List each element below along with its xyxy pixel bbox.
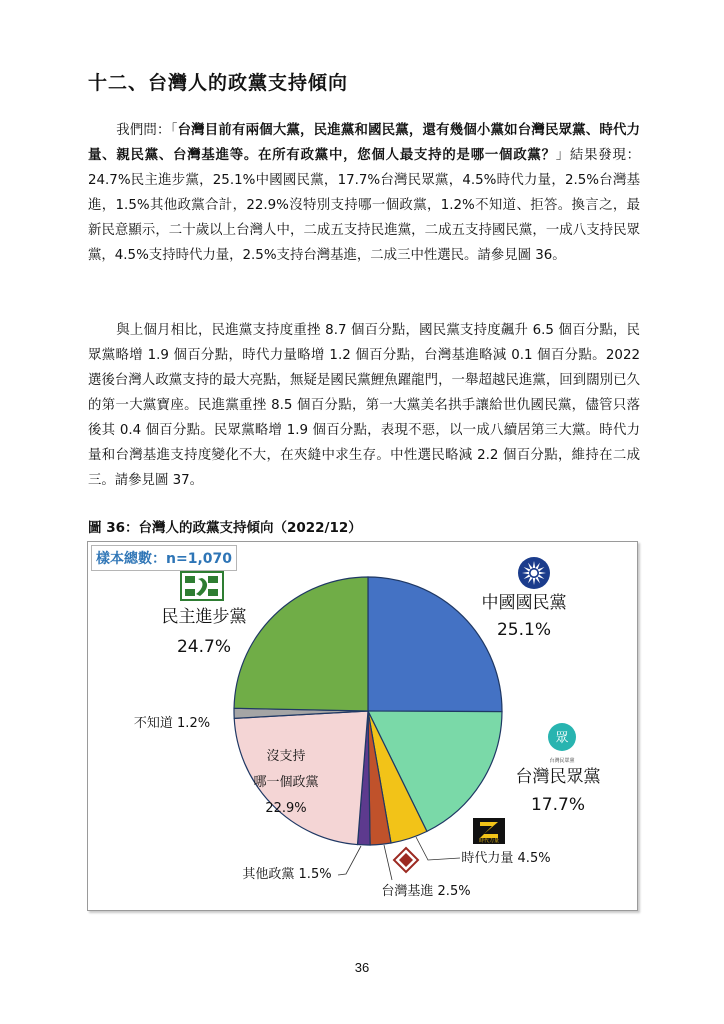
leader-tsp (384, 845, 392, 880)
sample-size-label: 樣本總數：n=1,070 (91, 545, 237, 571)
label-neutral-line1: 沒支持 (266, 749, 306, 764)
label-neutral-value: 22.9% (265, 801, 307, 816)
label-kmt-name: 中國國民黨 (481, 593, 567, 613)
label-tpp-value: 17.7% (530, 795, 586, 815)
label-dpp-name: 民主進步黨 (161, 607, 247, 627)
label-tsp: 台灣基進 2.5% (381, 884, 471, 899)
label-neutral-line2: 哪一個政黨 (253, 775, 319, 790)
label-dontknow: 不知道 1.2% (133, 716, 211, 731)
paragraph-2 (88, 318, 640, 493)
pie-slice-7 (234, 577, 368, 711)
kmt-sun-center (531, 570, 538, 577)
page-number: 36 (354, 960, 370, 975)
leader-npp (416, 837, 460, 860)
tpp-logo-caption: 台灣民眾黨 (549, 758, 575, 764)
section-heading: 十二、台灣人的政黨支持傾向 (88, 72, 349, 94)
chart-frame (87, 541, 638, 911)
tpp-logo-text: 眾 (555, 731, 569, 746)
paragraph-1 (88, 118, 640, 268)
dpp-flag-block-2 (208, 576, 218, 583)
npp-logo-text: 時代力量 (478, 838, 500, 844)
dpp-flag-block-1 (185, 576, 195, 583)
paragraph-1-pre: 我們問：「 (116, 123, 178, 138)
label-tpp-name: 台灣民眾黨 (515, 767, 601, 787)
figure-caption: 圖 36：台灣人的政黨支持傾向（2022/12） (88, 520, 362, 536)
pie-chart (88, 542, 637, 910)
leader-other (338, 846, 361, 875)
dpp-flag-block-4 (208, 589, 218, 596)
label-dpp-value: 24.7% (176, 637, 232, 657)
paragraph-1-post: 」結果發現：24.7%民主進步黨，25.1%中國國民黨，17.7%台灣民眾黨，4.5%時代力量，2.5%台灣基進，1.5%其他政黨合計，22.9%沒特別支持哪一個政黨，1.2%不知道、拒答。換言之，最新民意顯示，二十歲以上台灣人中，二成五支持民進黨，二成五支持國民黨，一成八支持民眾黨，4.5%支持時代力量，2.5%支持台灣基進，二成三中性選民。請參見圖 36。 (88, 148, 641, 263)
survey-question: 台灣目前有兩個大黨，民進黨和國民黨，還有幾個小黨如台灣民眾黨、時代力量、親民黨、台灣基進等。在所有政黨中，您個人最支持的是哪一個政黨？ (88, 123, 640, 163)
label-other: 其他政黨 1.5% (242, 867, 332, 882)
dpp-flag-block-3 (185, 589, 195, 596)
label-kmt-value: 25.1% (496, 620, 552, 640)
label-npp: 時代力量 4.5% (461, 851, 551, 866)
paragraph-2-text: 與上個月相比，民進黨支持度重挫 8.7 個百分點，國民黨支持度飆升 6.5 個百分點，民眾黨略增 1.9 個百分點，時代力量略增 1.2 個百分點，台灣基進略減 0.1 個百分點。2022 選後台灣人政黨支持的最大亮點，無疑是國民黨鯉魚躍龍門，一舉超越民進黨，回到闊別已久的第一大黨寶座。民進黨重挫 8.5 個百分點，第一大黨美名拱手讓給世仇國民黨，儘管只落後其 0.4 個百分點。民眾黨略增 1.9 個百分點，表現不惡，以一成八續居第三大黨。時代力量和台灣基進支持度變化不大，在夾縫中求生存。中性選民略減 2.2 個百分點，維持在二成三。請參見圖 37。 (88, 323, 640, 488)
